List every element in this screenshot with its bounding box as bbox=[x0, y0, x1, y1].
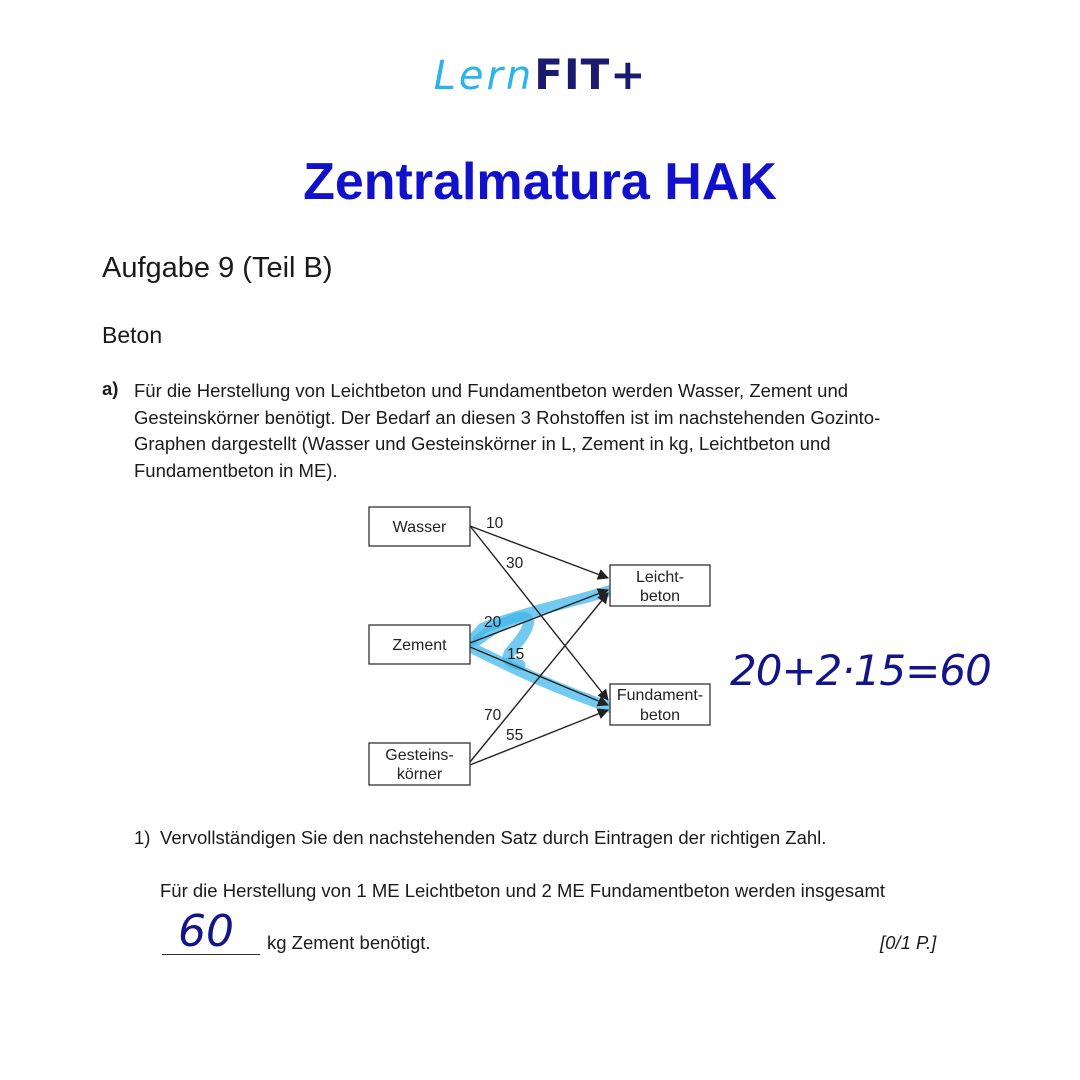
question-text: Vervollständigen Sie den nachstehenden Satz durch Eintragen der richtigen Zahl. bbox=[160, 827, 827, 848]
part-a-line: Fundamentbeton in ME). bbox=[134, 459, 338, 481]
node-gestein-label-line2: körner bbox=[396, 766, 443, 783]
question-number: 1) bbox=[134, 827, 151, 848]
handwritten-answer: 60 bbox=[178, 906, 234, 957]
node-leichtbeton bbox=[610, 565, 710, 606]
node-fundamentbeton bbox=[610, 684, 710, 725]
logo-fit-text: FIT+ bbox=[534, 50, 647, 99]
edge-label-zement-fundament: 15 bbox=[507, 646, 525, 663]
edge-label-gestein-fundament: 55 bbox=[506, 727, 524, 744]
part-a-label: a) bbox=[102, 378, 119, 399]
edge-label-wasser-leicht: 10 bbox=[486, 515, 504, 532]
handwritten-calculation: 20+2·15=60 bbox=[730, 646, 991, 695]
points-label: [0/1 P.] bbox=[880, 932, 937, 953]
question-unit-text: kg Zement benötigt. bbox=[267, 932, 431, 953]
node-fundament-label-line2: beton bbox=[639, 707, 681, 724]
node-zement bbox=[369, 625, 470, 664]
part-a-line: Gesteinskörner benötigt. Der Bedarf an diesen 3 Rohstoffen ist im nachstehenden Gozinto- bbox=[134, 406, 881, 428]
edge-label-zement-leicht: 20 bbox=[484, 614, 502, 631]
node-fundament-label-line1: Fundament- bbox=[616, 687, 704, 704]
edge-label-wasser-fundament: 30 bbox=[506, 555, 524, 572]
edge-label-gestein-leicht: 70 bbox=[484, 707, 502, 724]
node-wasser bbox=[369, 507, 470, 546]
question-sentence: Für die Herstellung von 1 ME Leichtbeton und 2 ME Fundamentbeton werden insgesamt bbox=[160, 880, 885, 901]
node-leicht-label-line2: beton bbox=[639, 588, 681, 605]
page-title: Zentralmatura HAK bbox=[303, 153, 777, 211]
part-a-line: Für die Herstellung von Leichtbeton und Fundamentbeton werden Wasser, Zement und bbox=[134, 380, 849, 401]
section-heading: Beton bbox=[102, 322, 163, 348]
node-wasser-label: Wasser bbox=[392, 519, 447, 536]
node-gesteinskoerner bbox=[369, 743, 470, 785]
task-heading: Aufgabe 9 (Teil B) bbox=[102, 252, 333, 284]
edge-zement-fundament bbox=[470, 647, 608, 705]
logo-lern-text: Lern bbox=[433, 53, 535, 99]
part-a-line: Graphen dargestellt (Wasser und Gesteinskörner in L, Zement in kg, Leichtbeton und bbox=[134, 433, 831, 454]
node-leicht-label-line1: Leicht- bbox=[635, 569, 685, 586]
node-zement-label: Zement bbox=[392, 637, 447, 654]
node-gestein-label-line1: Gesteins- bbox=[385, 747, 454, 764]
